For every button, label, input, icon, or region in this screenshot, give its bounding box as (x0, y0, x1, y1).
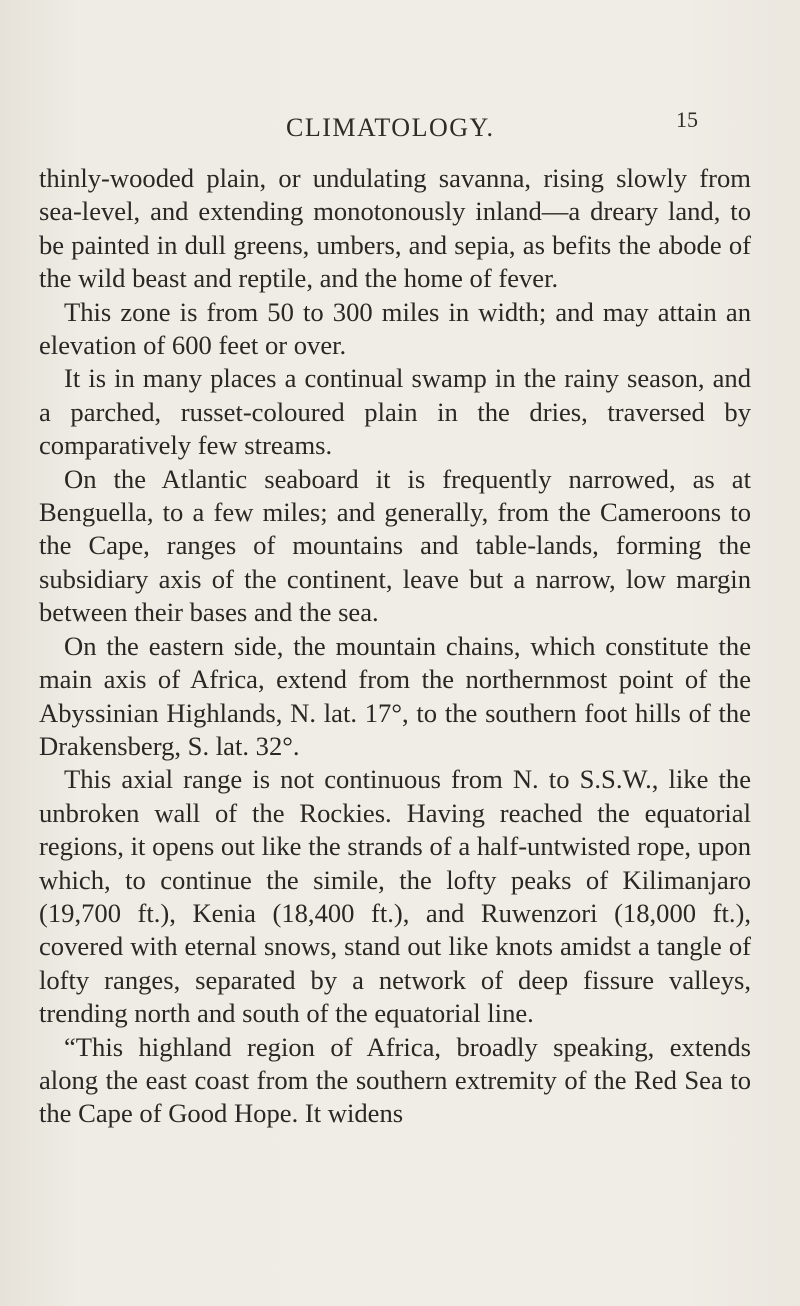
paragraph: On the eastern side, the mountain chains, which constitute the main axis of Africa, extend from the northernmost point of the Abyssinian Highlands, N. lat. 17°, to the southern foot hills of the Drakensberg, S. lat. 32°. (39, 630, 751, 761)
page-header (0, 107, 800, 147)
paragraph-continued: thinly-wooded plain, or undulating savanna, rising slowly from sea-level, and extending monotonously inland—a dreary land, to be painted in dull greens, umbers, and sepia, as befits the abode of the wild beast and reptile, and the home of fever. (39, 163, 751, 294)
page-number: 15 (676, 107, 698, 132)
paragraph: On the Atlantic seaboard it is frequently narrowed, as at Benguella, to a few miles; and generally, from the Cameroons to the Cape, ranges of mountains and table-lands, forming the subsidiary axis of the continent, leave but a narrow, low margin between their bases and the sea. (39, 463, 751, 628)
running-title: CLIMATOLOGY. (286, 113, 495, 142)
paragraph: This zone is from 50 to 300 miles in width; and may attain an elevation of 600 feet or over. (39, 296, 751, 361)
paragraph: It is in many places a continual swamp in the rainy season, and a parched, russet-coloured plain in the dries, traversed by comparatively few streams. (39, 363, 751, 461)
body-text (39, 162, 751, 1131)
paragraph: “This highland region of Africa, broadly speaking, extends along the east coast from the southern extremity of the Red Sea to the Cape of Good Hope. It widens (39, 1031, 751, 1129)
paragraph: This axial range is not continuous from N. to S.S.W., like the unbroken wall of the Rockies. Having reached the equatorial regions, it opens out like the strands of a half-untwisted rope, upon which, to continue the simile, the lofty peaks of Kilimanjaro (19,700 ft.), Kenia (18,400 ft.), and Ruwenzori (18,000 ft.), covered with eternal snows, stand out like knots amidst a tangle of lofty ranges, separated by a network of deep fissure valleys, trending north and south of the equatorial line. (39, 764, 751, 1029)
